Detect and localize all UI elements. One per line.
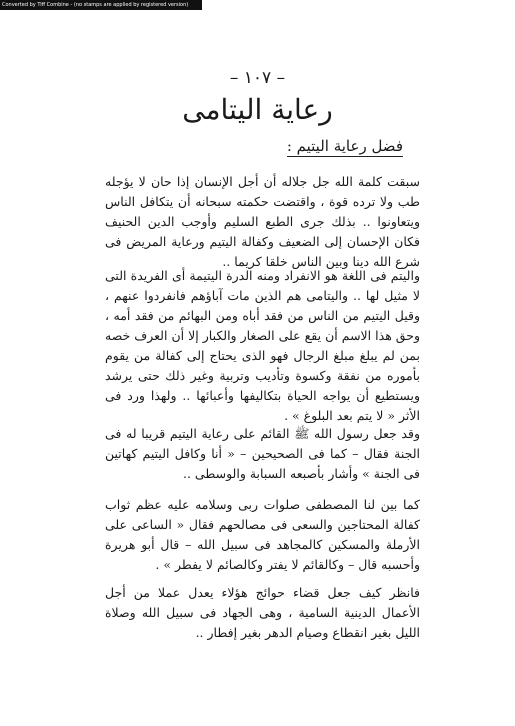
scan-banner: Converted by Tiff Combine - (no stamps are applied by registered version) xyxy=(0,0,202,10)
paragraph-4: كما بين لنا المصطفى صلوات ربى وسلامه عليه عظم ثواب كفالة المحتاجين والسعى فى مصالحهم فقال « الساعى على الأرملة والمسكين كالمجاهد فى سبيل الله – قال أبو هريرة وأحسبه قال – وكالقائم لا يفتر وكالصائم لا يفطر » . xyxy=(105,497,420,572)
paragraph-2: واليتم فى اللغة هو الانفراد ومنه الدرة اليتيمة أى الفريدة التى لا مثيل لها .. واليتامى هم الذين مات آباؤهم فانفردوا عنهم ، وقيل اليتيم من الناس من فقد أباه ومن البهائم من فقد أمه ، وحق هذا الاسم أن يقع على الصغار والكبار إلا أن العرف خصه بمن لم يبلغ مبلغ الرجال فهو الذى يحتاج إلى كفالة من يقوم بأموره من نفقة وكسوة وتأديب وتربية وغير ذلك حتى يرشد ويستطيع أن يواجه الحياة بتكاليفها وأعبائها .. ولهذا ورد فى الأثر « لا يتم بعد البلوغ » . xyxy=(105,268,420,423)
paragraph-1: سبقت كلمة الله جل جلاله أن أجل الإنسان إذا حان لا يؤجله طب ولا ترده قوة ، واقتضت حكمته سبحانه أن يتكافل الناس ويتعاونوا .. بذلك جرى الطبع السليم وأوجب الدين الحنيف فكان الإحسان إلى الضعيف وكفالة اليتيم ورعاية المريض فى شرع الله دينا وبين الناس خلقا كريما .. xyxy=(105,174,420,269)
paragraph-5: فانظر كيف جعل قضاء حوائج هؤلاء يعدل عملا من أجل الأعمال الدينية السامية ، وهى الجهاد فى سبيل الله وصلاة الليل بغير انقطاع وصيام الدهر بغير إفطار .. xyxy=(105,585,420,640)
paragraph-3: وقد جعل رسول الله ﷺ القائم على رعاية اليتيم قريبا له فى الجنة فقال – كما فى الصحيحين – « أنا وكافل اليتيم كهاتين فى الجنة » وأشار بأصبعه السبابة والوسطى .. xyxy=(105,426,420,481)
chapter-title: رعاية اليتامى xyxy=(182,93,333,126)
page-number: – ١٠٧ – xyxy=(229,68,286,88)
section-heading-text: فضل رعاية اليتيم : xyxy=(286,137,403,155)
section-heading xyxy=(287,137,403,155)
